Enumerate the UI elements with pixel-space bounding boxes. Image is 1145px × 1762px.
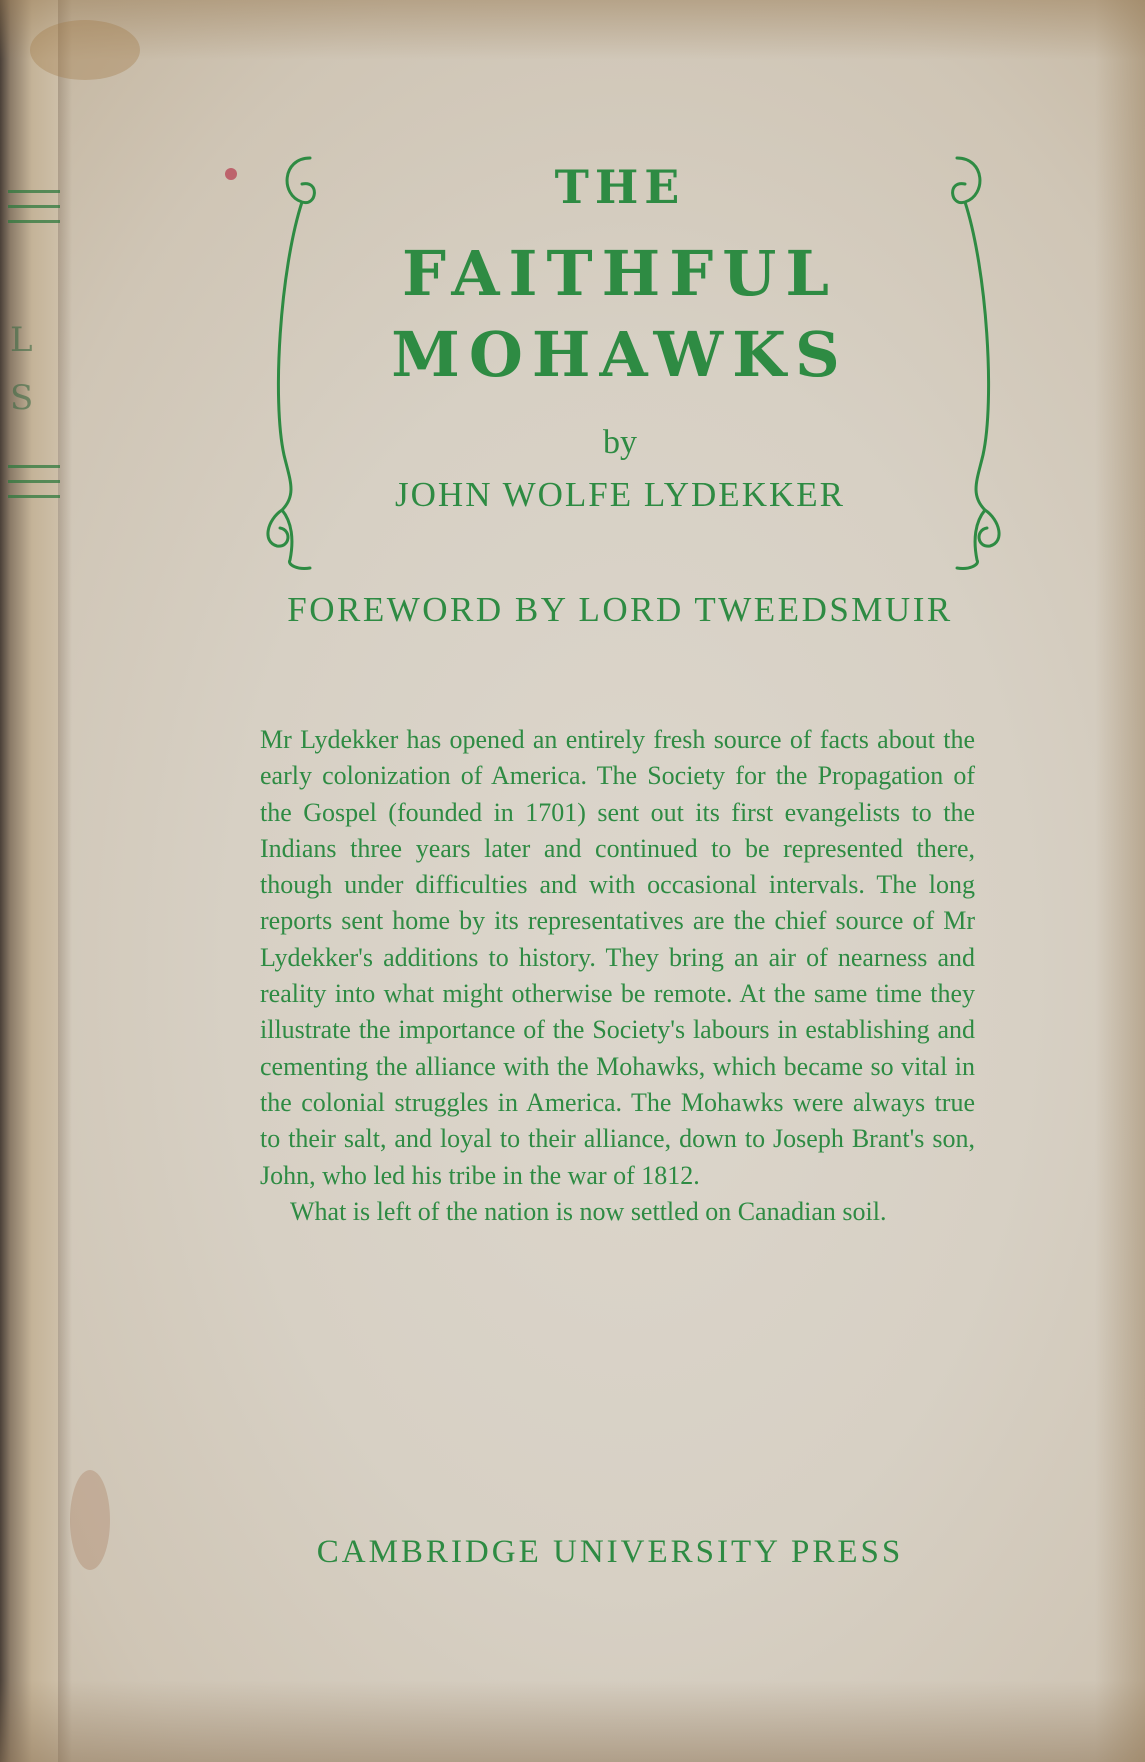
right-bracket-ornament <box>925 150 1005 570</box>
stain-top <box>30 20 140 80</box>
stain-left <box>70 1470 110 1570</box>
title-line-faithful: FAITHFUL <box>402 237 838 310</box>
spine-shadow <box>58 0 72 1762</box>
aged-edge-bottom <box>0 1680 1145 1762</box>
publisher-name: CAMBRIDGE UNIVERSITY PRESS <box>316 1534 904 1570</box>
spine-rule <box>8 480 60 483</box>
ink-spot <box>225 168 237 180</box>
blurb-text <box>260 722 975 1230</box>
title-line-the: THE <box>554 160 686 214</box>
spine-rule <box>8 495 60 498</box>
spine-fold <box>0 0 58 1762</box>
spine-rule <box>8 205 60 208</box>
spine-rule <box>8 220 60 223</box>
byline-by: by <box>603 424 637 461</box>
blurb-paragraph: Mr Lydekker has opened an entirely fresh source of facts about the early colonization of America. The Society for the Propagation of the Gospel (founded in 1701) sent out its first evangelists to the Indians three years later and continued to be represented there, though under difficulties and with occasional intervals. The long reports sent home by its representatives are the chief source of Mr Lydekker's additions to history. They bring an air of nearness and reality into what might otherwise be remote. At the same time they illustrate the importance of the Society's labours in establishing and cementing the alliance with the Mohawks, which became so vital in the colonial struggles in America. The Mohawks were always true to their salt, and loyal to their alliance, down to Joseph Brant's son, John, who led his tribe in the war of 1812. <box>260 725 975 1190</box>
spine-rule <box>8 190 60 193</box>
spine-rule <box>8 465 60 468</box>
blurb-paragraph: What is left of the nation is now settled on Canadian soil. <box>290 1196 887 1226</box>
aged-edge-top <box>0 0 1145 60</box>
foreword-credit: FOREWORD BY LORD TWEEDSMUIR <box>287 590 953 629</box>
author-name: JOHN WOLFE LYDEKKER <box>395 475 845 514</box>
spine-letter: L <box>10 320 33 360</box>
aged-edge-right <box>1095 0 1145 1762</box>
spine-letter: S <box>10 378 34 418</box>
title-line-mohawks: MOHAWKS <box>391 318 849 391</box>
